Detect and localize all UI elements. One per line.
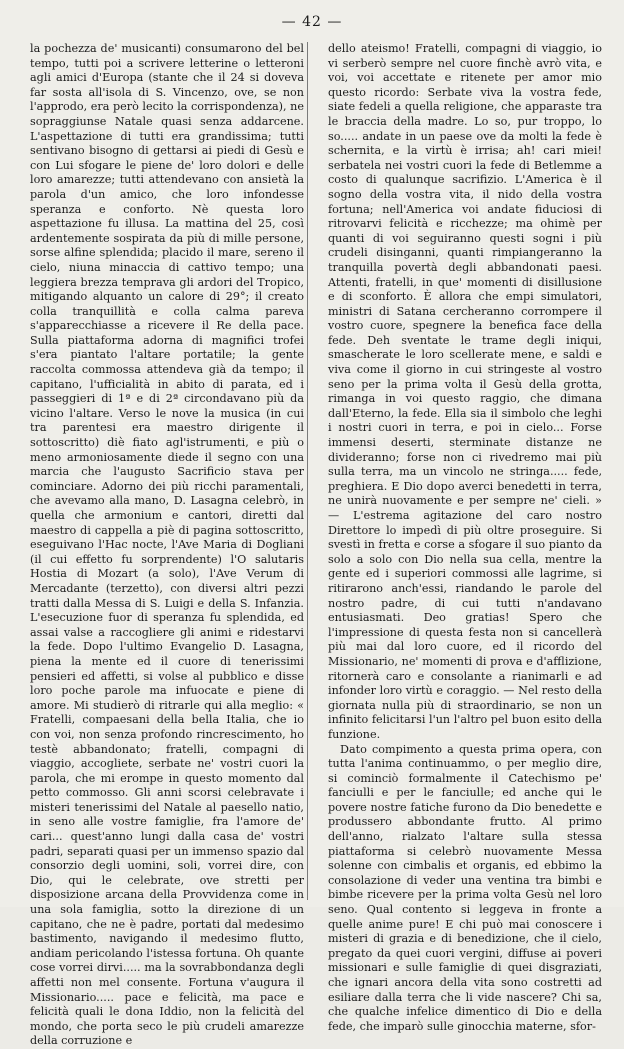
right-column: [328, 42, 602, 1033]
left-column: [30, 42, 304, 1048]
paragraph: la pochezza de' musicanti) consumarono del bel tempo, tutti poi a scrivere letterine o letteroni agli amici d'Europa (stante che il 24 si doveva far sosta all'isola di S. Vincenzo, ove, se non l'approdo, era però lecito la corrispondenza), ne sopraggiunse Natale quasi senza addarcene. L'aspettazione di tutti era grandissima; tutti sentivano bisogno di gettarsi ai piedi di Gesù e con Lui sfogare le piene de' loro dolori e delle loro amarezze; tutti attendevano con ansietà la parola d'un amico, che loro infondesse speranza e conforto. Nè questa loro aspettazione fu illusa. La mattina del 25, così ardentemente sospirata da più di mille persone, sorse alfine splendida; placido il mare, sereno il cielo, niuna minaccia di cattivo tempo; una leggiera brezza temprava gli ardori del Tropico, mitigando alquanto un calore di 29°; il creato colla tranquillità e colla calma pareva s'apparecchiasse a ricevere il Re della pace. Sulla piattaforma adorna di magnifici trofei s'era piantato l'altare portatile; la gente raccolta commossa attendeva già da tempo; il capitano, l'ufficialità in abito di parata, ed i passeggieri di 1ª e di 2ª circondavano più da vicino l'altare. Verso le nove la musica (in cui tra parentesi era maestro dirigente il sottoscritto) diè fiato agl'istrumenti, e più o meno armoniosamente diede il segno con una marcia che l'augusto Sacrificio stava per cominciare. Adorno dei più ricchi paramentali, che avevamo alla mano, D. Lasagna celebrò, in quella che armonium e cantori, diretti dal maestro di cappella a piè di pagina sottoscritto, eseguivano l'Hac nocte, l'Ave Maria di Dogliani (il cui effetto fu sorprendente) l'O salutaris Hostia di Mozart (a solo), l'Ave Verum di Mercadante (terzetto), con diversi altri pezzi tratti dalla Messa di S. Luigi e della S. Infanzia. L'esecuzione fuor di speranza fu splendida, ed assai valse a raccogliere gli animi e ridestarvi la fede. Dopo l'ultimo Evangelio D. Lasagna, piena la mente ed il cuore di tenerissimi pensieri ed affetti, si volse al pubblico e disse loro poche parole ma infuocate e piene di amore. Mi studierò di ritrarle qui alla meglio: « Fratelli, compaesani della bella Italia, che io con voi, non senza profondo rincrescimento, ho testè abbandonato; fratelli, compagni di viaggio, accogliete, serbate ne' vostri cuori la parola, che mi erompe in questo momento dal petto commosso. Gli anni scorsi celebravate i misteri tenerissimi del Natale al paesello natio, in seno alle vostre famiglie, fra l'amore de' cari... quest'anno lungi dalla casa de' vostri padri, separati quasi per un immenso spazio dal consorzio degli uomini, soli, vorrei dire, con Dio, qui le celebrate, ove stretti per disposizione arcana della Provvidenza come in una sola famiglia, sotto la direzione di un capitano, che ne è padre, portati dal medesimo bastimento, navigando il medesimo flutto, andiam pericolando l'istessa fortuna. Oh quante cose vorrei dirvi..... ma la sovrabbondanza degli affetti non mel consente. Fortuna v'augura il Missionario..... pace e felicità, ma pace e felicità quali le dona Iddio, non la felicità del mondo, che porta seco le più crudeli amarezze della corruzione e: [30, 42, 304, 1048]
paragraph: Dato compimento a questa prima opera, con tutta l'anima continuammo, o per meglio dire, si cominciò formalmente il Catechismo pe' fanciulli e per le fanciulle; ed anche qui le povere nostre fatiche furono da Dio benedette e produssero abbondante frutto. Al primo dell'anno, rialzato l'altare sulla stessa piattaforma si celebrò nuovamente Messa solenne con cimbalis et organis, ed ebbimo la consolazione di veder una ventina tra bimbi e bimbe ricevere per la prima volta Gesù nel loro seno. Qual contento si leggeva in fronte a quelle anime pure! E chi può mai conoscere i misteri di grazia e di benedizione, che il cielo, pregato da quei cuori vergini, diffuse ai poveri missionari e sulle famiglie di quei disgraziati, che ignari ancora della vita sono costretti ad esiliare dalla terra che li vide nascere? Chi sa, che qualche infelice dimentico di Dio e della fede, che imparò sulle ginocchia materne, sfor-: [328, 742, 602, 1033]
text-columns: [30, 42, 602, 1048]
page-number: — 42 —: [281, 14, 343, 30]
paragraph: dello ateismo! Fratelli, compagni di viaggio, io vi serberò sempre nel cuore finchè avrò vita, e voi, voi accettate e ritenete per amor mio questo ricordo: Serbate viva la vostra fede, siate fedeli a quella religione, che apparaste tra le braccia della madre. Lo so, pur troppo, lo so..... andate in un paese ove da molti la fede è schernita, e la virtù è irrisa; ah! cari miei! serbatela nei vostri cuori la fede di Betlemme a costo di qualunque sacrifizio. L'America è il sogno della vostra vita, il nido della vostra fortuna; nell'America voi andate fiduciosi di ritrovarvi felicità e ricchezze; ma ohimè per quanti di voi seguiranno questi sogni i più crudeli disinganni, quanti rimpiangeranno la tranquilla povertà degli abbandonati paesi. Attenti, fratelli, in que' momenti di disillusione e di sconforto. È allora che empi simulatori, ministri di Satana cercheranno corrompere il vostro cuore, spegnere la benefica face della fede. Deh sventate le trame degli iniqui, smascherate le loro scellerate mene, e saldi e viva come il giorno in cui stringeste al vostro seno per la prima volta il Gesù della grotta, rimanga in voi questo raggio, che dimana dall'Eterno, la fede. Ella sia il simbolo che leghi i nostri cuori in terra, e poi in cielo... Forse immensi deserti, sterminate distanze ne divideranno; forse non ci rivedremo mai più sulla terra, ma un vincolo ne stringa..... fede, preghiera. E Dio dopo averci benedetti in terra, ne unirà nuovamente e per sempre ne' cieli. » — L'estrema agitazione del caro nostro Direttore lo impedì di più oltre proseguire. Si svestì in fretta e corse a sfogare il suo pianto da solo a solo con Dio nella sua cella, mentre la gente ed i superiori commossi alle lagrime, si ritirarono anch'essi, riandando le parole del nostro padre, di cui tutti n'andavano entusiasmati. Deo gratias! Spero che l'impressione di questa festa non si cancellerà più mai dal loro cuore, ed il ricordo del Missionario, ne' momenti di prova e d'afflizione, ritornerà caro e consolante a rianimarli e ad infonder loro virtù e coraggio. — Nel resto della giornata nulla più di straordinario, se non un infinito felicitarsi l'un l'altro pel buon esito della funzione.: [328, 42, 602, 741]
